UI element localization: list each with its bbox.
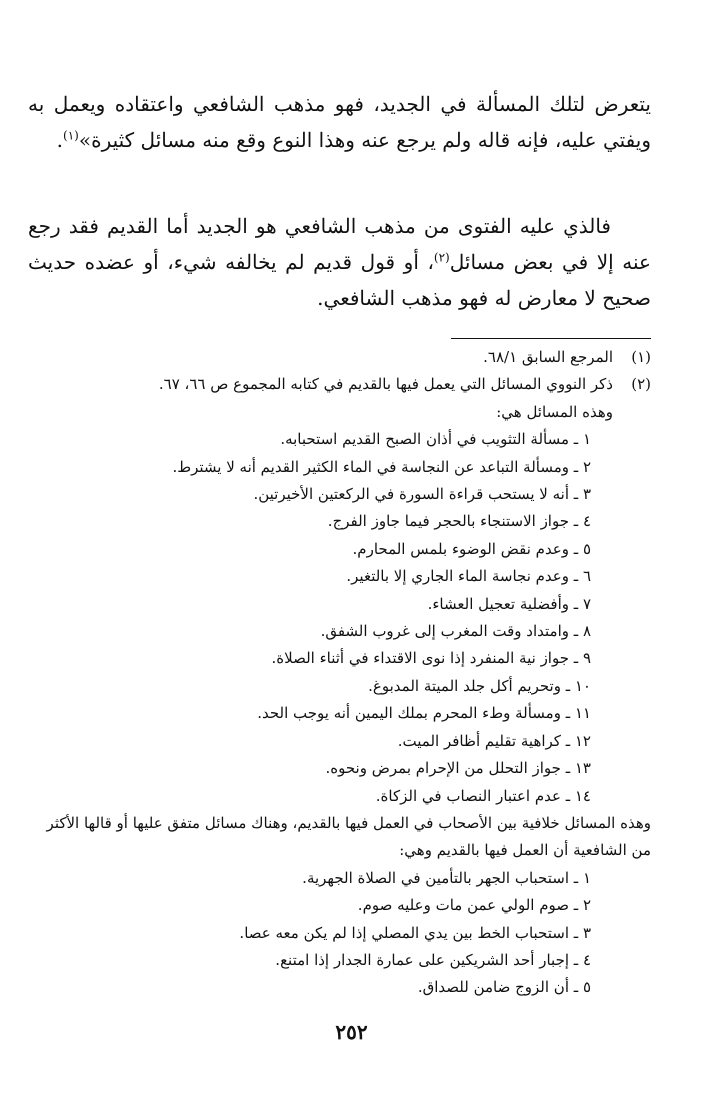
list-item: ٤ ـ إجبار أحد الشريكين على عمارة الجدار إذا امتنع. — [275, 950, 591, 969]
list-item: ٦ ـ وعدم نجاسة الماء الجاري إلا بالتغير. — [346, 567, 591, 586]
footnote-ref-2: (٢) — [433, 250, 450, 265]
list-item: ٣ ـ استحباب الخط بين يدي المصلي إذا لم يكن معه عصا. — [239, 923, 591, 942]
list-item: ١ ـ استحباب الجهر بالتأمين في الصلاة الجهرية. — [302, 868, 591, 887]
paragraph-2-text-a: فالذي عليه الفتوى من مذهب الشافعي هو الجديد أما القديم فقد رجع عنه إلا في بعض مسائل — [28, 214, 651, 274]
list-item: ٢ ـ ومسألة التباعد عن النجاسة في الماء الكثير القديم أنه لا يشترط. — [172, 457, 591, 476]
list-item: ١ ـ مسألة التثويب في أذان الصبح القديم استحبابه. — [280, 430, 591, 449]
paragraph-1 — [28, 86, 651, 158]
footnotes — [28, 344, 651, 1002]
page-number: ٢٥٢ — [335, 1020, 368, 1044]
paragraph-2-text-b: ، أو قول قديم لم يخالفه شيء، أو عضده حديث صحيح لا معارض له فهو مذهب الشافعي. — [28, 250, 651, 310]
list-item: ٤ ـ جواز الاستنجاء بالحجر فيما جاوز الفرج. — [327, 512, 591, 531]
list-item: ١٣ ـ جواز التحلل من الإحرام بمرض ونحوه. — [325, 759, 591, 778]
footnote-2-number: (٢) — [631, 375, 651, 394]
footnote-2-intro: وهذه المسائل هي: — [496, 402, 613, 421]
list-item: ٢ ـ صوم الولي عمن مات وعليه صوم. — [357, 896, 591, 915]
list-item: ١٢ ـ كراهية تقليم أظافر الميت. — [397, 731, 591, 750]
list-2 — [28, 865, 651, 1002]
list-1 — [28, 426, 651, 810]
footnote-2-text: ذكر النووي المسائل التي يعمل فيها بالقديم في كتابه المجموع ص ٦٦، ٦٧. — [158, 375, 613, 394]
paragraph-1-end: . — [56, 128, 64, 152]
list-item: ٥ ـ وعدم نقض الوضوء بلمس المحارم. — [352, 539, 591, 558]
footnote-1 — [28, 344, 651, 371]
footnote-2 — [28, 371, 651, 398]
list-item: ١١ ـ ومسألة وطء المحرم بملك اليمين أنه يوجب الحد. — [257, 704, 591, 723]
footnote-ref-1: (١) — [63, 128, 79, 143]
list-item: ٩ ـ جواز نية المنفرد إذا نوى الاقتداء في أثناء الصلاة. — [271, 649, 591, 668]
footnote-1-number: (١) — [631, 348, 651, 366]
footnote-2-middle: وهذه المسائل خلافية بين الأصحاب في العمل فيها بالقديم، وهناك مسائل متفق عليها أو قالها الأكثر من الشافعية أن العمل فيها بالقديم وهي: — [46, 813, 651, 860]
paragraph-2 — [28, 208, 651, 316]
paragraph-1-text: يتعرض لتلك المسألة في الجديد، فهو مذهب الشافعي واعتقاده ويعمل به ويفتي عليه، فإنه قاله ولم يرجع عنه وهذا النوع وقع منه مسائل كثيرة» — [28, 92, 651, 152]
list-item: ٧ ـ وأفضلية تعجيل العشاء. — [427, 594, 591, 613]
list-item: ٨ ـ وامتداد وقت المغرب إلى غروب الشفق. — [320, 622, 591, 641]
footnote-1-text: المرجع السابق ٦٨/١. — [483, 348, 613, 366]
list-item: ١٠ ـ وتحريم أكل جلد الميتة المدبوغ. — [368, 676, 591, 695]
list-item: ٣ ـ أنه لا يستحب قراءة السورة في الركعتين الأخيرتين. — [253, 485, 591, 504]
list-item: ١٤ ـ عدم اعتبار النصاب في الزكاة. — [375, 786, 591, 805]
footnote-divider — [451, 338, 651, 339]
list-item: ٥ ـ أن الزوج ضامن للصداق. — [417, 978, 591, 997]
